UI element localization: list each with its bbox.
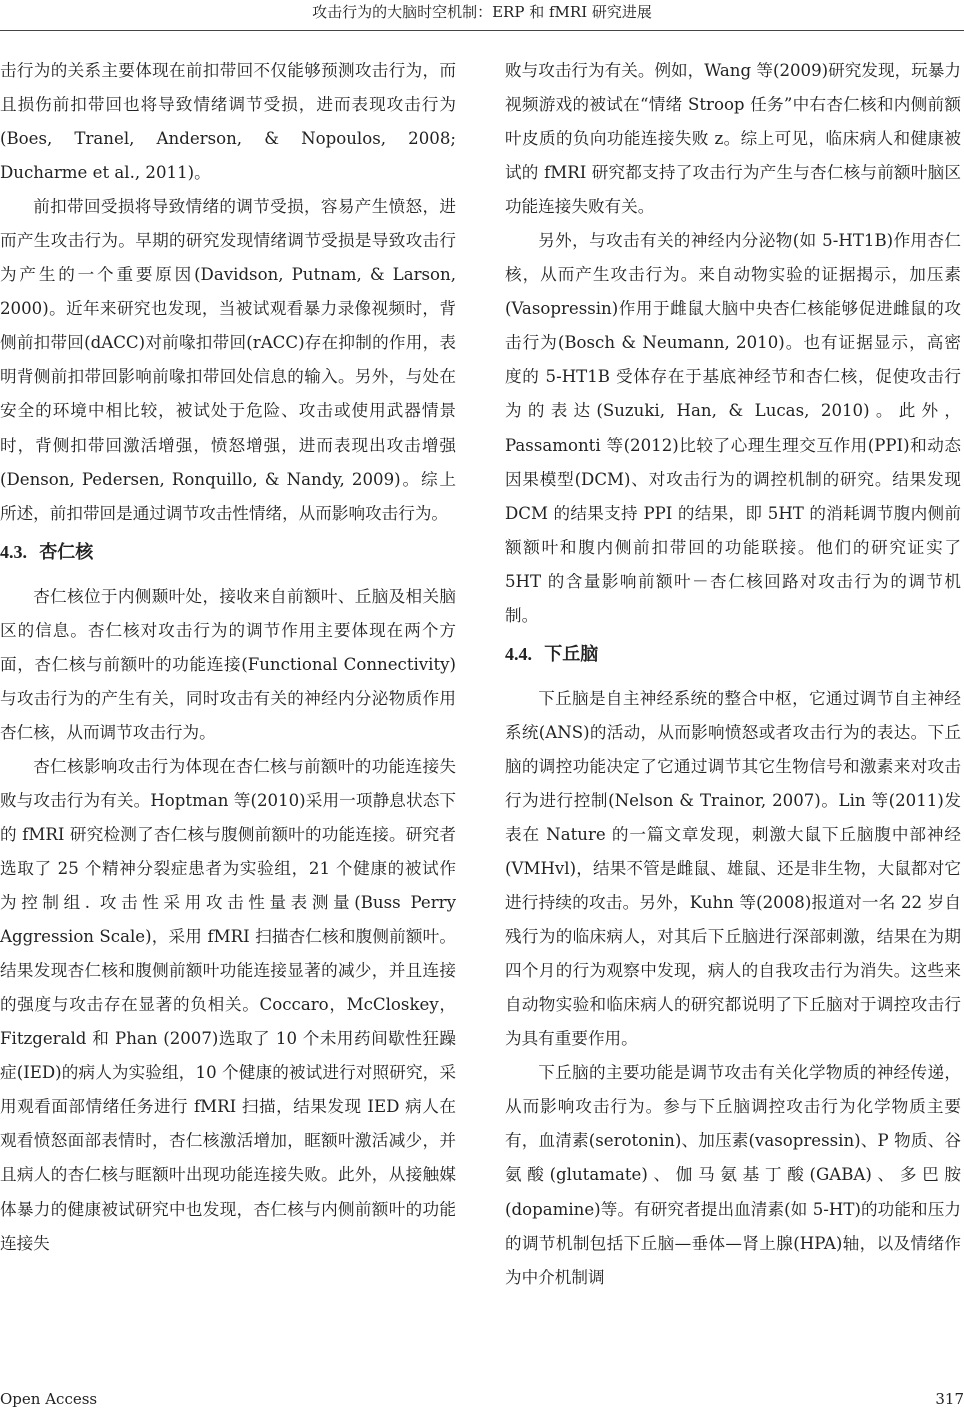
section-number: 4.3. [0, 541, 27, 562]
paragraph: 另外，与攻击有关的神经内分泌物(如 5-HT1B)作用杏仁核，从而产生攻击行为。来自动物实验的证据揭示，加压素(Vasopressin)作用于雌鼠大脑中央杏仁核能够促进雌鼠的攻击行为(Bosch & Neumann, 2010)。也有证据显示，高密度的 5-HT1B 受体存在于基底神经节和杏仁核，促使攻击行为的表达(Suzuki, Han, & Lucas, 2010)。此外，Passamonti 等(2012)比较了心理生理交互作用(PPI)和动态因果模型(DCM)、对攻击行为的调控机制的研究。结果发现 DCM 的结果支持 PPI 的结果，即 5HT 的消耗调节腹内侧前额额叶和腹内侧前扣带回的功能联接。他们的研究证实了 5HT 的含量影响前额叶－杏仁核回路对攻击行为的调节机制。 [505, 231, 961, 625]
footer-journal: Open Access [0, 1390, 98, 1408]
paragraph: 杏仁核位于内侧颞叶处，接收来自前额叶、丘脑及相关脑区的信息。杏仁核对攻击行为的调节作用主要体现在两个方面，杏仁核与前额叶的功能连接(Functional Connectivity)与攻击行为的产生有关，同时攻击有关的神经内分泌物质作用杏仁核，从而调节攻击行为。 [0, 586, 456, 742]
running-header-title: 攻击行为的大脑时空机制：ERP 和 fMRI 研究进展 [312, 3, 652, 21]
paragraph: 下丘脑是自主神经系统的整合中枢，它通过调节自主神经系统(ANS)的活动，从而影响愤怒或者攻击行为的表达。下丘脑的调控功能决定了它通过调节其它生物信号和激素来对攻击行为进行控制(Nelson & Trainor, 2007)。Lin 等(2011)发表在 Nature 的一篇文章发现，刺激大鼠下丘脑腹中部神经(VMHvl)，结果不管是雌鼠、雄鼠、还是非生物，大鼠都对它进行持续的攻击。另外，Kuhn 等(2008)报道对一名 22 岁自残行为的临床病人，对其后下丘脑进行深部刺激，结果在为期四个月的行为观察中发现，病人的自我攻击行为消失。这些来自动物实验和临床病人的研究都说明了下丘脑对于调控攻击行为具有重要作用。 [505, 688, 961, 1049]
paragraph: 击行为的关系主要体现在前扣带回不仅能够预测攻击行为，而且损伤前扣带回也将导致情绪调节受损，进而表现攻击行为(Boes, Tranel, Anderson, & Nopoulos, 2008; Ducharme et al., 2011)。 [0, 61, 456, 183]
section-title: 下丘脑 [544, 643, 599, 665]
section-number: 4.4. [505, 643, 532, 664]
paragraph: 下丘脑的主要功能是调节攻击有关化学物质的神经传递，从而影响攻击行为。参与下丘脑调控攻击行为化学物质主要有，血清素(serotonin)、加压素(vasopressin)、P 物质、谷氨酸(glutamate)、伽马氨基丁酸(GABA)、多巴胺(dopamine)等。有研究者提出血清素(如 5-HT)的功能和压力的调节机制包括下丘脑—垂体—肾上腺(HPA)轴，以及情绪作为中介机制调 [505, 1063, 961, 1287]
paragraph: 败与攻击行为有关。例如，Wang 等(2009)研究发现，玩暴力视频游戏的被试在“情绪 Stroop 任务”中右杏仁核和内侧前额叶皮质的负向功能连接失败 z。综上可见，临床病人和健康被试的 fMRI 研究都支持了攻击行为产生与杏仁核与前额叶脑区功能连接失败有关。 [505, 61, 961, 217]
header-divider [0, 30, 964, 31]
footer-page-number: 317 [935, 1390, 964, 1408]
section-heading-amygdala [0, 531, 456, 580]
section-title: 杏仁核 [39, 541, 94, 563]
page-footer [0, 1386, 964, 1412]
paragraph: 杏仁核影响攻击行为体现在杏仁核与前额叶的功能连接失败与攻击行为有关。Hoptman 等(2010)采用一项静息状态下的 fMRI 研究检测了杏仁核与腹侧前额叶的功能连接。研究者选取了 25 个精神分裂症患者为实验组，21 个健康的被试作为控制组. 攻击性采用攻击性量表测量(Buss Perry Aggression Scale)，采用 fMRI 扫描杏仁核和腹侧前额叶。结果发现杏仁核和腹侧前额叶功能连接显著的减少，并且连接的强度与攻击存在显著的负相关。Coccaro，McCloskey，Fitzgerald 和 Phan (2007)选取了 10 个未用药间歇性狂躁症(IED)的病人为实验组，10 个健康的被试进行对照研究，采用观看面部情绪任务进行 fMRI 扫描，结果发现 IED 病人在观看愤怒面部表情时，杏仁核激活增加，眶额叶激活减少，并且病人的杏仁核与眶额叶出现功能连接失败。此外，从接触媒体暴力的健康被试研究中也发现，杏仁核与内侧前额叶的功能连接失 [0, 756, 456, 1253]
right-column [505, 54, 961, 1295]
left-column [0, 54, 456, 1261]
paragraph: 前扣带回受损将导致情绪的调节受损，容易产生愤怒，进而产生攻击行为。早期的研究发现情绪调节受损是导致攻击行为产生的一个重要原因(Davidson, Putnam, & Larson, 2000)。近年来研究也发现，当被试观看暴力录像视频时，背侧前扣带回(dACC)对前喙扣带回(rACC)存在抑制的作用，表明背侧前扣带回影响前喙扣带回处信息的输入。另外，与处在安全的环境中相比较，被试处于危险、攻击或使用武器情景时，背侧扣带回激活增强，愤怒增强，进而表现出攻击增强(Denson, Pedersen, Ronquillo, & Nandy, 2009)。综上所述，前扣带回是通过调节攻击性情绪，从而影响攻击行为。 [0, 197, 456, 523]
section-heading-hypothalamus [505, 633, 961, 682]
running-header [0, 0, 964, 30]
